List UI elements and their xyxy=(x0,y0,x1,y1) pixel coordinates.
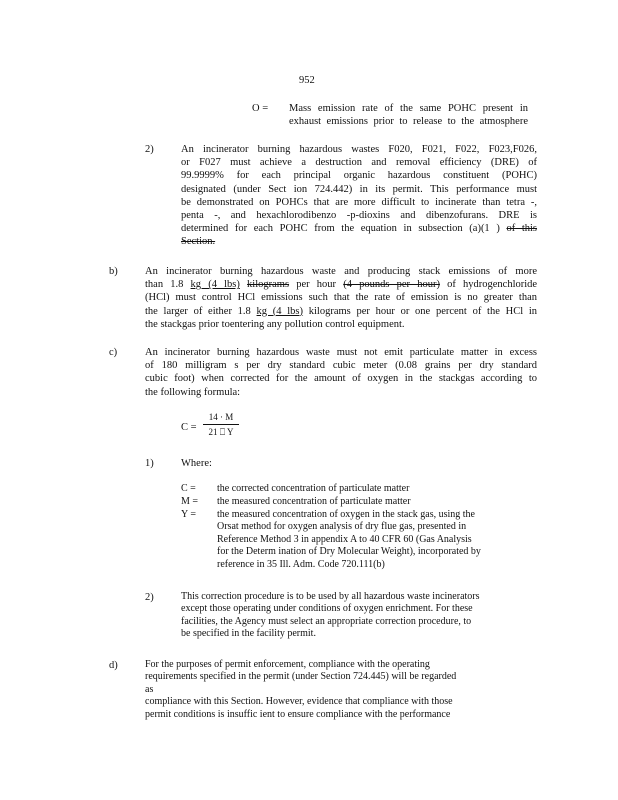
definition-line: Orsat method for oxygen analysis of dry flue gas, presented in xyxy=(217,521,467,533)
correction-paragraph xyxy=(181,591,481,641)
item-d-number: d) xyxy=(109,660,118,671)
definition-term: Y = xyxy=(181,509,196,520)
formula-denominator: 21 ⎕ Y xyxy=(208,427,234,437)
definition-text xyxy=(217,509,489,571)
paragraph-line: designated (under Sect ion 724.442) in its permit. This performance must xyxy=(181,183,537,195)
paragraph-line: An incinerator burning hazardous wastes F020, F021, F022, F023,F026, xyxy=(181,144,537,155)
definition-term: M = xyxy=(181,496,199,507)
formula-numerator: 14 · M xyxy=(208,412,234,422)
definition-line: the measured concentration of oxygen in the stack gas, using the xyxy=(217,509,475,520)
item-2-paragraph xyxy=(181,143,537,249)
paragraph-line: requirements specified in the permit (under Section 724.445) will be regarded as xyxy=(145,671,457,695)
paragraph-line: cubic foot) when corrected for the amount of oxygen in the stackgas according to xyxy=(145,373,537,385)
definition-text: the corrected concentration of particulate matter xyxy=(217,483,410,494)
definition-line: for the Determ ination of Dry Molecular Weight), incorporated by xyxy=(217,546,481,558)
struck-text: Section. xyxy=(181,236,216,248)
paragraph-line xyxy=(145,278,537,291)
item-b-paragraph xyxy=(145,265,537,331)
page-number: 952 xyxy=(299,75,315,86)
paragraph-line: For the purposes of permit enforcement, compliance with the operating xyxy=(145,659,430,670)
paragraph-line: An incinerator burning hazardous waste and producing stack emissions of more xyxy=(145,266,537,277)
o-definition-line: Mass emission rate of the same POHC present in xyxy=(289,103,528,114)
paragraph-line: This correction procedure is to be used by all hazardous waste incinerators xyxy=(181,591,480,602)
paragraph-line: compliance with this Section. However, evidence that compliance with those xyxy=(145,696,453,708)
underlined-text: kg (4 lbs) xyxy=(190,279,240,291)
correction-number: 2) xyxy=(145,592,154,603)
text-run: determined for each POHC from the equation in subsection (a)(1 ) xyxy=(181,223,500,235)
struck-text: of this xyxy=(506,223,538,235)
paragraph-line: or F027 must achieve a destruction and removal efficiency (DRE) of xyxy=(181,157,537,169)
paragraph-line xyxy=(145,305,537,318)
paragraph-line: permit conditions is insuffic ient to ensure compliance with the performance xyxy=(145,708,451,720)
o-definition-term: O = xyxy=(252,103,269,114)
paragraph-line: the following formula: xyxy=(145,386,241,398)
paragraph-line: (HCl) must control HCl emissions such that the rate of emission is no greater than xyxy=(145,292,537,304)
text-run: the larger of either 1.8 xyxy=(145,305,251,317)
underlined-text: kg (4 lbs) xyxy=(256,305,304,317)
item-d-paragraph xyxy=(145,659,465,721)
paragraph-line: 99.9999% for each principal organic hazardous constituent (POHC) xyxy=(181,170,537,182)
item-c-paragraph xyxy=(145,346,537,399)
o-definition-line: exhaust emissions prior to release to the atmosphere xyxy=(289,116,528,127)
item-c-number: c) xyxy=(109,347,118,358)
definition-line: Reference Method 3 in appendix A to 40 CFR 60 (Gas Analysis xyxy=(217,533,472,545)
paragraph-line: facilities, the Agency must select an appropriate correction procedure, to xyxy=(181,615,472,627)
definition-term: C = xyxy=(181,483,196,494)
struck-text: kilograms xyxy=(247,279,290,291)
paragraph-line: penta -, and hexachlorodibenzo -p-dioxins and dibenzofurans. DRE is xyxy=(181,210,537,222)
paragraph-line: the stackgas prior toentering any pollution control equipment. xyxy=(145,318,405,330)
paragraph-line: of 180 milligram s per dry standard cubic meter (0.08 grains per dry standard xyxy=(145,360,537,372)
paragraph-line: be demonstrated on POHCs that are more difficult to incinerate than tetra -, xyxy=(181,196,537,208)
formula-lhs: C = xyxy=(181,422,197,433)
paragraph-line: An incinerator burning hazardous waste must not emit particulate matter in excess xyxy=(145,347,537,358)
fraction-bar xyxy=(203,424,239,425)
paragraph-line: except those operating under conditions of oxygen enrichment. For these xyxy=(181,603,473,615)
text-run: than 1.8 xyxy=(145,279,184,291)
text-run: of hydrogenchloride xyxy=(447,279,538,291)
item-b-number: b) xyxy=(109,266,118,277)
where-label: Where: xyxy=(181,458,212,469)
where-number: 1) xyxy=(145,458,154,469)
struck-text: (4 pounds per hour) xyxy=(343,279,440,291)
paragraph-line: be specified in the facility permit. xyxy=(181,628,316,640)
text-run: kilograms per hour or one percent of the HCl in xyxy=(308,305,538,317)
text-run: per hour xyxy=(296,279,337,291)
paragraph-line xyxy=(181,222,537,235)
item-2-number: 2) xyxy=(145,144,154,155)
definition-line: reference in 35 Ill. Adm. Code 720.111(b) xyxy=(217,558,385,570)
definition-text: the measured concentration of particulate matter xyxy=(217,496,411,507)
